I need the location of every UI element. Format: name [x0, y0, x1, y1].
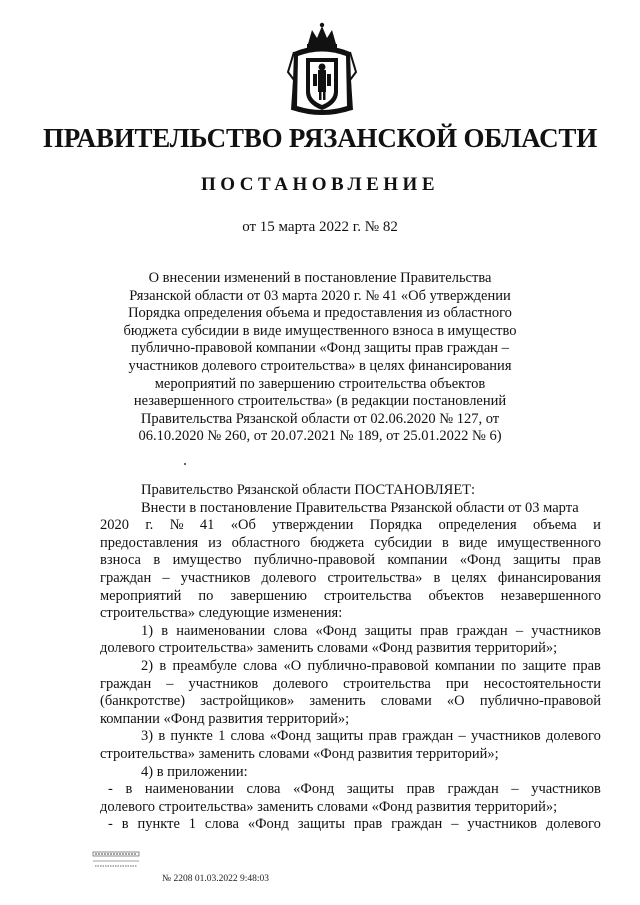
word: в: [161, 622, 169, 639]
paragraph-line: [100, 588, 601, 606]
word: «О: [446, 693, 465, 710]
word: и: [593, 517, 601, 534]
paragraph-line: [100, 570, 601, 588]
word: участников: [180, 569, 251, 586]
list-item-line: компании «Фонд развития территорий»;: [100, 710, 350, 727]
word: «Фонд: [315, 622, 357, 639]
subject-line: незавершенного строительства» (в редакции постановлений: [133, 393, 507, 410]
document-date-number: от 15 марта 2022 г. № 82: [242, 219, 398, 235]
word: прав: [572, 657, 601, 674]
word: 2020: [100, 517, 129, 534]
word: прав: [406, 781, 435, 798]
paragraph-line: [100, 517, 601, 535]
word: Порядка: [369, 517, 423, 534]
word: г.: [145, 517, 154, 534]
word: «Фонд: [293, 781, 335, 798]
word: защиты: [297, 816, 345, 833]
word: публично-правовой: [479, 693, 601, 710]
subject-line: участников долевого строительства» в целях финансирования: [128, 357, 512, 374]
word: 1: [188, 816, 197, 833]
paragraph-line: строительства» следующие изменения:: [100, 605, 343, 622]
word: в: [442, 534, 449, 551]
word: незавершенного: [500, 587, 601, 604]
subject-line: 06.10.2020 № 260, от 20.07.2021 № 189, от 25.01.2022 № 6): [138, 428, 502, 445]
word: бюджета: [310, 534, 365, 551]
word: прав: [353, 816, 383, 833]
word: граждан: [100, 569, 152, 586]
word: завершению: [230, 587, 307, 604]
word: «Фонд: [269, 728, 311, 745]
word: имущество: [172, 552, 242, 569]
word: слова: [273, 622, 308, 639]
word: в: [159, 657, 167, 674]
word: –: [511, 781, 519, 798]
sub-item-line: [100, 816, 601, 834]
word: словами: [380, 693, 432, 710]
word: определения: [438, 517, 517, 534]
word: долевого: [273, 675, 329, 692]
word: защиты: [364, 622, 412, 639]
word: слова: [243, 657, 278, 674]
coat-of-arms-icon: [286, 22, 358, 122]
subject-line: О внесении изменений в постановление Правительства: [148, 270, 492, 286]
word: –: [515, 622, 524, 639]
word: субсидии: [374, 534, 433, 551]
subject-line: мероприятий по завершению строительства объектов: [154, 375, 486, 392]
word: 41: [199, 517, 215, 534]
word: –: [451, 816, 459, 833]
word: долевого: [545, 816, 601, 833]
word: слова: [230, 728, 265, 745]
word: наименовании: [176, 622, 266, 639]
resolution-line: Правительство Рязанской области ПОСТАНОВЛЯЕТ:: [141, 482, 476, 498]
list-item-line: строительства» заменить словами «Фонд развития территорий»;: [100, 745, 499, 762]
word: публично-правовой: [307, 657, 429, 674]
registration-code: № 2208 01.03.2022 9:48:03: [162, 874, 269, 884]
word: 3): [141, 728, 154, 745]
word: областного: [231, 534, 301, 551]
list-item-line: [100, 693, 601, 711]
word: взноса: [100, 552, 141, 569]
word: компании: [387, 552, 448, 569]
word: целях: [451, 569, 487, 586]
word: участников: [531, 781, 601, 798]
list-item-line: 4) в приложении:: [141, 763, 248, 780]
word: –: [458, 728, 466, 745]
word: в: [125, 781, 133, 798]
word: в: [153, 552, 161, 569]
word: участников: [467, 816, 538, 833]
word: объектов: [428, 587, 484, 604]
word: заменить: [309, 693, 366, 710]
word: долевого: [261, 569, 317, 586]
word: прав: [420, 622, 449, 639]
word: «О: [283, 657, 302, 674]
word: компании: [434, 657, 495, 674]
word: граждан: [456, 622, 508, 639]
word: -: [108, 781, 113, 798]
list-item-line: [100, 658, 601, 676]
subject-line: Порядка определения объема и предоставления из областного: [128, 305, 512, 322]
word: слова: [204, 816, 239, 833]
word: наименовании: [144, 781, 234, 798]
paragraph-line: Внести в постановление Правительства Рязанской области от 03 марта: [141, 499, 579, 516]
word: предоставления: [100, 534, 199, 551]
word: участников: [188, 675, 259, 692]
word: в: [158, 728, 166, 745]
paragraph-line: [100, 552, 601, 570]
word: строительства»: [327, 569, 423, 586]
word: –: [162, 569, 170, 586]
word: утверждении: [272, 517, 354, 534]
sub-item-line: [100, 781, 601, 799]
word: строительства: [323, 587, 412, 604]
word: «Фонд: [247, 816, 289, 833]
word: преамбуле: [172, 657, 237, 674]
word: прав: [572, 552, 601, 569]
word: -: [108, 816, 113, 833]
word: мероприятий: [100, 587, 182, 604]
subject-line: публично-правовой компании «Фонд защиты прав граждан –: [131, 340, 509, 357]
word: (банкротстве): [100, 693, 186, 710]
word: –: [166, 675, 174, 692]
subject-line: Рязанской области от 03 марта 2020 г. № 41 «Об утверждении: [129, 287, 511, 304]
sub-item-line: долевого строительства» заменить словами «Фонд развития территорий»;: [100, 798, 558, 815]
word: граждан: [391, 816, 443, 833]
word: в: [433, 569, 441, 586]
word: по: [198, 587, 214, 604]
word: №: [169, 517, 184, 534]
word: при: [445, 675, 469, 692]
word: из: [208, 534, 222, 551]
word: пункте: [137, 816, 180, 833]
paragraph-line: [100, 535, 601, 553]
word: публично-правовой: [253, 552, 376, 569]
word: финансирования: [497, 569, 601, 586]
word: защиты: [513, 552, 561, 569]
word: граждан: [100, 675, 152, 692]
word: участников: [531, 622, 601, 639]
word: «Фонд: [459, 552, 501, 569]
document-subject: [100, 270, 540, 446]
word: прав: [368, 728, 397, 745]
list-item-line: [100, 676, 601, 694]
word: слова: [246, 781, 281, 798]
word: объема: [533, 517, 577, 534]
word: несостоятельности: [483, 675, 601, 692]
list-item-line: долевого строительства» заменить словами «Фонд развития территорий»;: [100, 640, 558, 657]
subject-line: Правительства Рязанской области от 02.06.2020 № 127, от: [140, 410, 500, 427]
word: «Об: [230, 517, 256, 534]
word: застройщиков»: [200, 693, 295, 710]
word: защите: [522, 657, 567, 674]
word: 2): [141, 657, 154, 674]
scan-dot: [184, 463, 186, 465]
document-body: [100, 482, 601, 834]
word: 1: [218, 728, 226, 745]
word: строительства: [343, 675, 431, 692]
word: имущественного: [497, 534, 601, 551]
word: 1): [141, 622, 154, 639]
word: граждан: [447, 781, 499, 798]
organization-title: ПРАВИТЕЛЬСТВО РЯЗАНСКОЙ ОБЛАСТИ: [42, 123, 598, 153]
registration-stamp-icon: [92, 851, 140, 871]
document-type: ПОСТАНОВЛЕНИЕ: [200, 174, 440, 195]
word: по: [501, 657, 517, 674]
subject-line: бюджета субсидии в виде имущественного взноса в имущество: [123, 322, 517, 339]
word: в: [121, 816, 129, 833]
word: граждан: [402, 728, 454, 745]
word: участников: [471, 728, 541, 745]
word: долевого: [545, 728, 601, 745]
list-item-line: [100, 623, 601, 641]
word: защиты: [316, 728, 364, 745]
list-item-line: [100, 728, 601, 746]
word: пункте: [170, 728, 213, 745]
word: виде: [458, 534, 488, 551]
word: защиты: [346, 781, 394, 798]
